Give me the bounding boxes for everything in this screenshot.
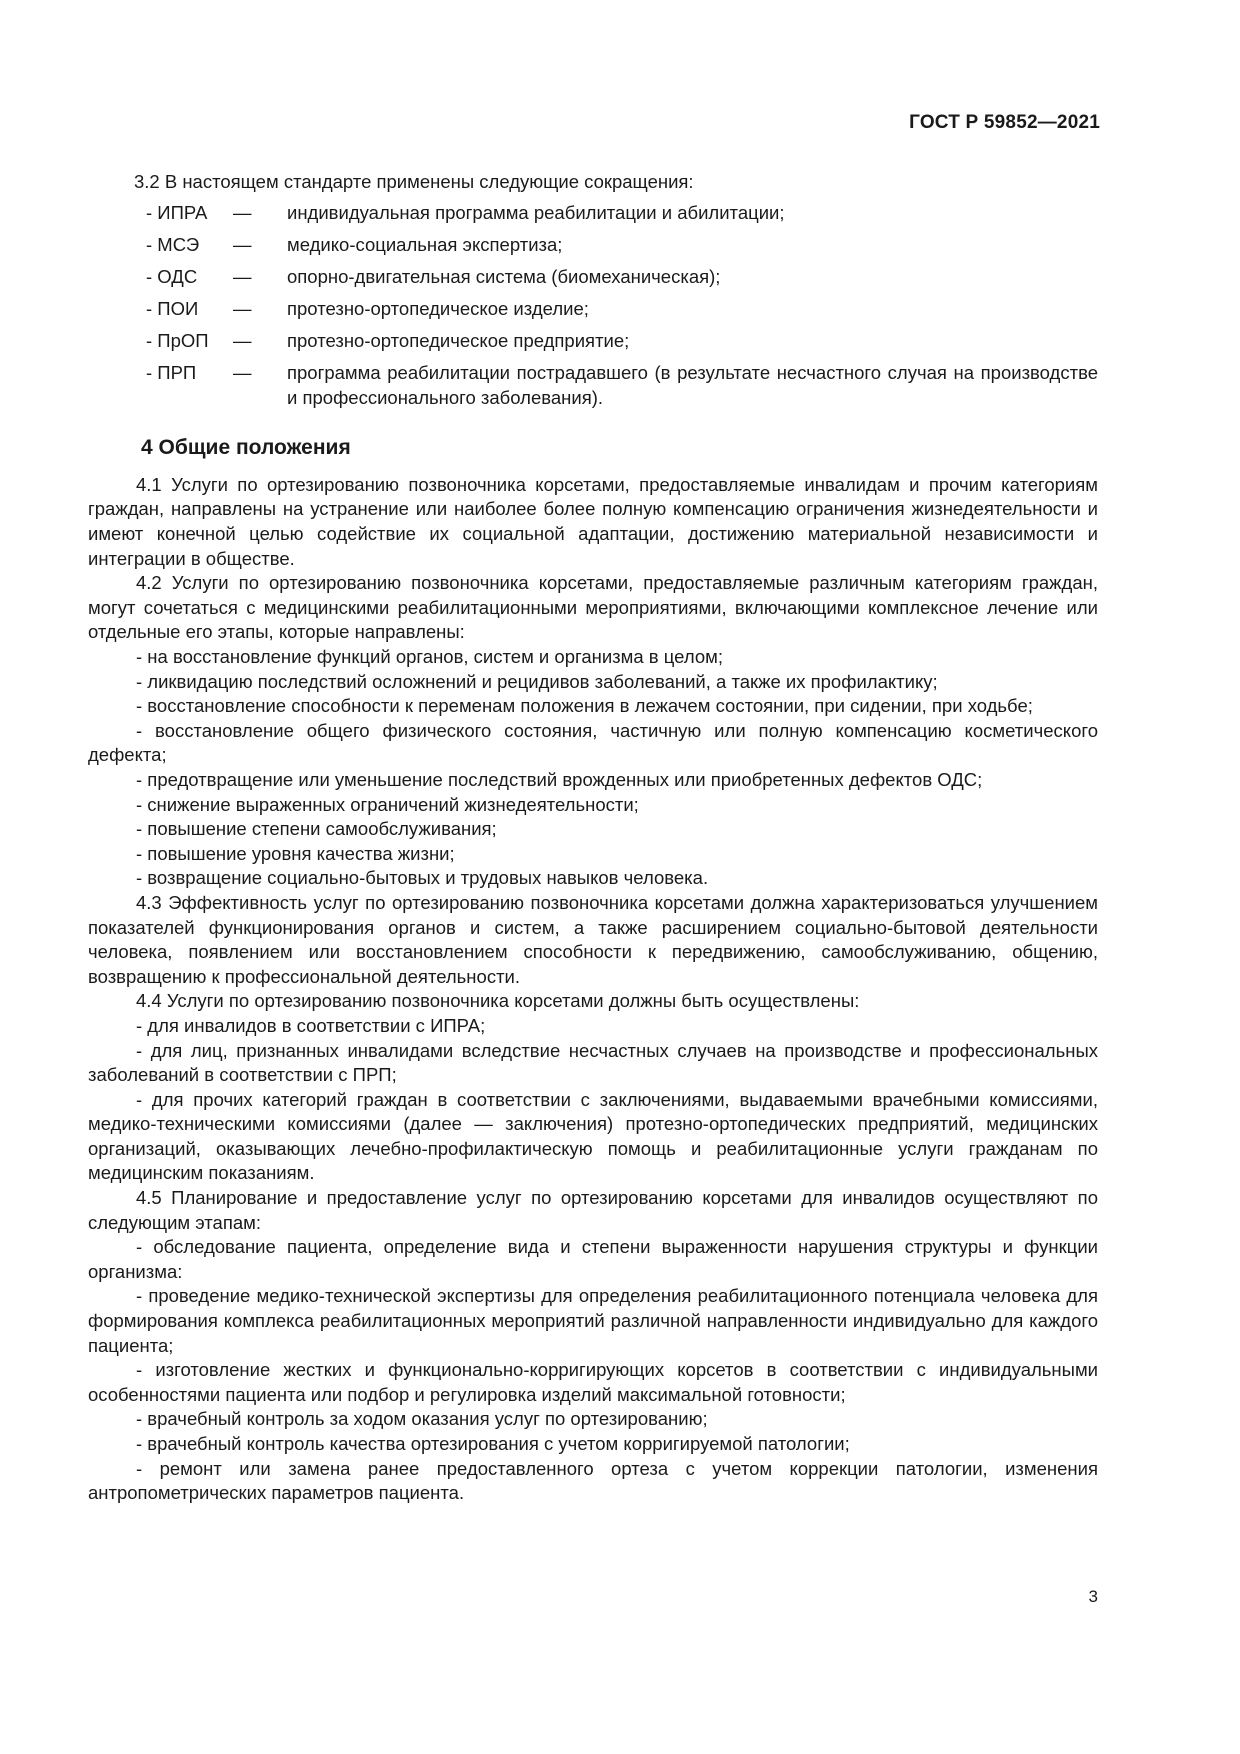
- list-item: - ликвидацию последствий осложнений и рецидивов заболеваний, а также их профилактику;: [136, 670, 938, 692]
- abbreviation-row: [88, 297, 1098, 322]
- list-item: - врачебный контроль за ходом оказания услуг по ортезированию;: [136, 1408, 708, 1430]
- list-item: - для прочих категорий граждан в соответствии с заключениями, выдаваемыми врачебными комиссиями, медико-техническими комиссиями (далее — заключения) протезно-ортопедических предприятий, медицинских организаций, оказывающих лечебно-профилактическую помощь и реабилитационные услуги гражданам по медицинским показаниям.: [88, 1088, 1098, 1184]
- abbreviation-row: [88, 233, 1098, 258]
- list-item: - проведение медико-технической экспертизы для определения реабилитационного потенциала человека для формирования комплекса реабилитационных мероприятий различной направленности индивидуально для каждого пациента;: [88, 1285, 1098, 1356]
- abbreviation-dash: —: [233, 265, 252, 287]
- paragraph: 4.3 Эффективность услуг по ортезированию позвоночника корсетами должна характеризоваться улучшением показателей функционирования органов и систем, а также расширением социально-бытовой деятельности человека, появлением или восстановлением способности к передвижению, самообслуживанию, общению, возвращению к профессиональной деятельности.: [88, 891, 1098, 987]
- list-item: - повышение степени самообслуживания;: [136, 818, 497, 840]
- abbreviation-term: - ПОИ: [146, 297, 199, 319]
- abbreviation-row: [88, 201, 1098, 226]
- list-item: - восстановление способности к переменам положения в лежачем состоянии, при сидении, при ходьбе;: [136, 695, 1033, 717]
- abbreviation-dash: —: [233, 233, 252, 255]
- abbreviation-term: - ПРП: [146, 362, 197, 384]
- abbreviation-definition: протезно-ортопедическое изделие;: [287, 297, 589, 319]
- list-item: - для инвалидов в соответствии с ИПРА;: [136, 1014, 486, 1036]
- abbreviation-dash: —: [233, 201, 252, 223]
- list-item: - врачебный контроль качества ортезирования с учетом корригируемой патологии;: [136, 1433, 850, 1454]
- abbreviation-row: [88, 329, 1098, 354]
- abbreviation-term: - МСЭ: [146, 233, 200, 255]
- page-content: [88, 170, 1098, 1506]
- list-item: - изготовление жестких и функционально-корригирующих корсетов в соответствии с индивидуальными особенностями пациента или подбор и регулировка изделий максимальной готовности;: [88, 1359, 1098, 1405]
- abbreviation-term: - ОДС: [146, 265, 198, 287]
- abbreviation-term: - ИПРА: [146, 201, 208, 223]
- page-number: 3: [1088, 1587, 1098, 1606]
- list-item: - обследование пациента, определение вида и степени выраженности нарушения структуры и функции организма:: [88, 1236, 1098, 1282]
- list-item: - снижение выраженных ограничений жизнедеятельности;: [136, 793, 639, 815]
- abbreviation-dash: —: [233, 329, 252, 351]
- list-item: - восстановление общего физического состояния, частичную или полную компенсацию косметического дефекта;: [88, 719, 1098, 766]
- list-item: - для лиц, признанных инвалидами вследствие несчастных случаев на производстве и профессиональных заболеваний в соответствии с ПРП;: [88, 1039, 1098, 1086]
- abbreviation-definition: протезно-ортопедическое предприятие;: [287, 329, 630, 351]
- abbreviation-definition: индивидуальная программа реабилитации и абилитации;: [287, 201, 785, 223]
- abbreviations-intro: 3.2 В настоящем стандарте применены следующие сокращения:: [134, 171, 694, 192]
- list-item: - предотвращение или уменьшение последствий врожденных или приобретенных дефектов ОДС;: [136, 768, 983, 790]
- list-item: - повышение уровня качества жизни;: [136, 842, 455, 864]
- paragraph: 4.2 Услуги по ортезированию позвоночника корсетами, предоставляемые различным категориям граждан, могут сочетаться с медицинскими реабилитационными мероприятиями, включающими комплексное лечение или отдельные его этапы, которые направлены:: [88, 572, 1098, 643]
- list-item: - ремонт или замена ранее предоставленного ортеза с учетом коррекции патологии, изменения антропометрических параметров пациента.: [88, 1457, 1098, 1504]
- paragraph: 4.5 Планирование и предоставление услуг по ортезированию корсетами для инвалидов осуществляют по следующим этапам:: [88, 1187, 1098, 1233]
- abbreviation-definition: опорно-двигательная система (биомеханическая);: [287, 265, 721, 287]
- abbreviation-definition: медико-социальная экспертиза;: [287, 233, 563, 255]
- abbreviation-term: - ПрОП: [146, 329, 209, 351]
- abbreviation-dash: —: [233, 297, 252, 319]
- abbreviation-row: [88, 265, 1098, 290]
- list-item: - на восстановление функций органов, систем и организма в целом;: [136, 646, 723, 667]
- list-item: - возвращение социально-бытовых и трудовых навыков человека.: [136, 867, 709, 889]
- document-code: ГОСТ Р 59852—2021: [909, 112, 1100, 133]
- paragraph: 4.4 Услуги по ортезированию позвоночника корсетами должны быть осуществлены:: [136, 990, 860, 1012]
- section-title: 4 Общие положения: [141, 436, 351, 460]
- abbreviation-row: [88, 361, 1098, 410]
- abbreviation-definition: программа реабилитации пострадавшего (в результате несчастного случая на производстве и профессионального заболевания).: [287, 362, 1098, 408]
- paragraph: 4.1 Услуги по ортезированию позвоночника корсетами, предоставляемые инвалидам и прочим категориям граждан, направлены на устранение или наиболее более полную компенсацию ограничения жизнедеятельности и имеют конечной целью содействие их социальной адаптации, достижению материальной независимости и интеграции в обществе.: [88, 473, 1098, 569]
- abbreviation-dash: —: [233, 362, 252, 384]
